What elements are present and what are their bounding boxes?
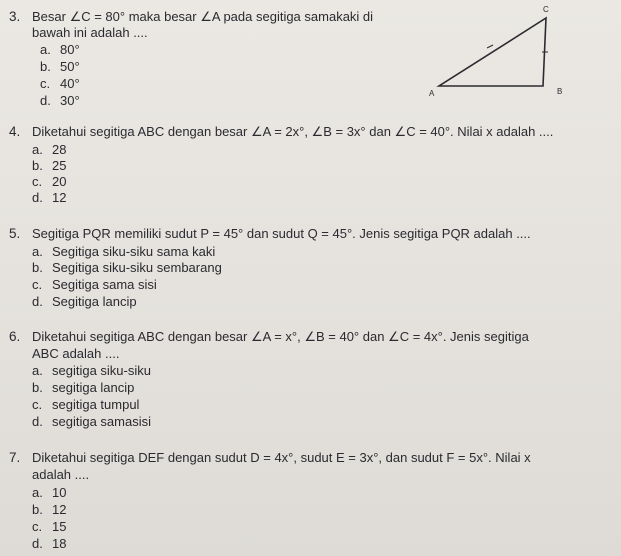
option-letter: a.	[32, 142, 43, 157]
vertex-label-c: C	[543, 5, 549, 14]
option-letter: a.	[32, 485, 43, 500]
option-letter: c.	[32, 519, 43, 534]
option-text: 30°	[60, 93, 80, 108]
option-letter: c.	[32, 174, 43, 189]
isosceles-triangle-figure	[425, 2, 575, 102]
option-letter: c.	[40, 76, 51, 91]
option-text: 28	[52, 142, 67, 157]
question-text-line: Diketahui segitiga DEF dengan sudut D = 4x°, sudut E = 3x°, dan sudut F = 5x°. Nilai x	[32, 450, 531, 465]
option-letter: b.	[32, 260, 43, 275]
question-text-line: bawah ini adalah ....	[32, 25, 148, 40]
option-text: 12	[52, 502, 67, 517]
option-text: 10	[52, 485, 67, 500]
option-text: 50°	[60, 59, 80, 74]
vertex-label-b: B	[557, 87, 563, 96]
question-text-line: Diketahui segitiga ABC dengan besar ∠A = x°, ∠B = 40° dan ∠C = 4x°. Jenis segitiga	[32, 329, 529, 344]
question-number: 5.	[9, 226, 21, 241]
option-letter: b.	[32, 502, 43, 517]
option-letter: a.	[32, 244, 43, 259]
option-letter: b.	[32, 380, 43, 395]
option-text: 20	[52, 174, 67, 189]
question-text-line: Besar ∠C = 80° maka besar ∠A pada segitiga samakaki di	[32, 9, 374, 24]
question-text-line: ABC adalah ....	[32, 346, 120, 361]
equal-side-tick-left	[487, 45, 493, 48]
option-letter: d.	[40, 93, 51, 108]
option-letter: d.	[32, 536, 43, 551]
option-text: 15	[52, 519, 67, 534]
question-number: 6.	[9, 329, 21, 344]
option-letter: b.	[40, 59, 51, 74]
option-text: 40°	[60, 76, 80, 91]
option-text: 25	[52, 158, 67, 173]
option-text: Segitiga sama sisi	[52, 277, 157, 292]
question-number: 3.	[9, 9, 21, 24]
option-text: 18	[52, 536, 67, 551]
option-letter: b.	[32, 158, 43, 173]
option-text: Segitiga siku-siku sembarang	[52, 260, 222, 275]
option-text: segitiga samasisi	[52, 414, 151, 429]
option-letter: a.	[40, 42, 51, 57]
question-text-line: adalah ....	[32, 467, 90, 482]
option-text: Segitiga siku-siku sama kaki	[52, 244, 216, 259]
option-text: Segitiga lancip	[52, 294, 137, 309]
option-letter: a.	[32, 363, 43, 378]
question-number: 7.	[9, 450, 21, 465]
option-text: 80°	[60, 42, 80, 57]
option-letter: d.	[32, 294, 43, 309]
question-number: 4.	[9, 124, 21, 139]
option-letter: d.	[32, 190, 43, 205]
option-letter: c.	[32, 397, 43, 412]
question-text-line: Diketahui segitiga ABC dengan besar ∠A = 2x°, ∠B = 3x° dan ∠C = 40°. Nilai x adalah ....	[32, 124, 554, 139]
option-text: segitiga tumpul	[52, 397, 140, 412]
option-letter: d.	[32, 414, 43, 429]
option-text: 12	[52, 190, 67, 205]
option-text: segitiga siku-siku	[52, 363, 151, 378]
question-text-line: Segitiga PQR memiliki sudut P = 45° dan sudut Q = 45°. Jenis segitiga PQR adalah ....	[32, 226, 531, 241]
option-letter: c.	[32, 277, 43, 292]
triangle-shape	[439, 18, 546, 86]
option-text: segitiga lancip	[52, 380, 135, 395]
vertex-label-a: A	[429, 89, 435, 98]
